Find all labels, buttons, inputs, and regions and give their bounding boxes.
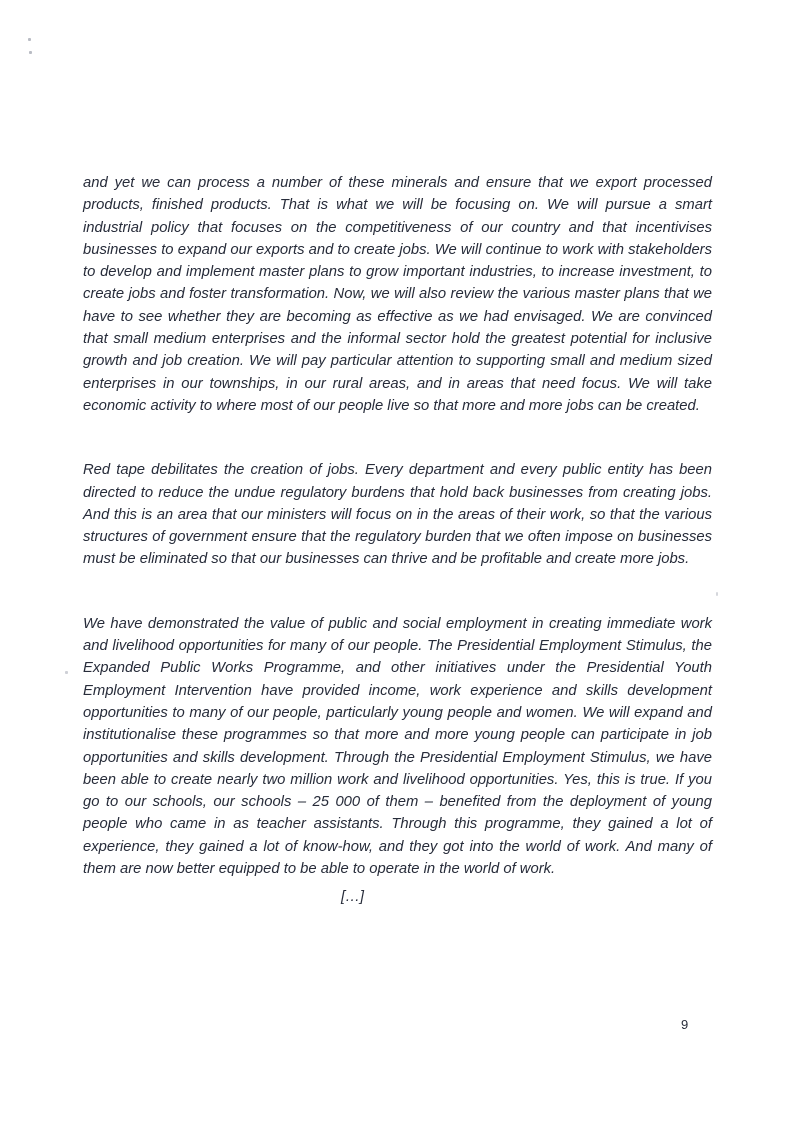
- page-number: 9: [681, 1017, 689, 1032]
- paragraph-industrial-policy: and yet we can process a number of these minerals and ensure that we export processed products, finished products. That is what we will be focusing on. We will pursue a smart industrial policy that focuses on the competitiveness of our country and that incentivises businesses to expand our exports and to create jobs. We will continue to work with stakeholders to develop and implement master plans to grow important industries, to increase investment, to create jobs and foster transformation. Now, we will also review the various master plans that we have to see whether they are becoming as effective as we had envisaged. We are convinced that small medium enterprises and the informal sector hold the greatest potential for inclusive growth and job creation. We will pay particular attention to supporting small and medium sized enterprises in our townships, in our rural areas, and in areas that need focus. We will take economic activity to where most of our people live so that more and more jobs can be created.: [83, 175, 712, 414]
- scan-artifact: [65, 671, 68, 674]
- scan-artifact: [28, 38, 31, 41]
- scan-artifact: [716, 592, 718, 596]
- scan-artifact: [29, 51, 32, 54]
- paragraph-red-tape: Red tape debilitates the creation of jobs. Every department and every public entity has been directed to reduce the undue regulatory burdens that hold back businesses from creating jobs. And this is an area that our ministers will focus on in the areas of their work, so that the various structures of government ensure that the regulatory burden that we often impose on businesses must be eliminated so that our businesses can thrive and be profitable and create more jobs.: [83, 462, 712, 568]
- paragraph-public-employment: We have demonstrated the value of public and social employment in creating immediate work and livelihood opportunities for many of our people. The Presidential Employment Stimulus, the Expanded Public Works Programme, and other initiatives under the Presidential Youth Employment Intervention have provided income, work experience and skills development opportunities to many of our people, particularly young people and women. We will expand and institutionalise these programmes so that more and more young people can participate in job opportunities and skills development. Through the Presidential Employment Stimulus, we have been able to create nearly two million work and livelihood opportunities. Yes, this is true. If you go to our schools, our schools – 25 000 of them – benefited from the deployment of young people who came in as teacher assistants. Through this programme, they gained a lot of experience, they gained a lot of know-how, and they got into the world of work. And many of them are now better equipped to be able to operate in the world of work.: [83, 615, 712, 878]
- page-content: [83, 172, 712, 909]
- ellipsis-marker: […]: [340, 889, 365, 906]
